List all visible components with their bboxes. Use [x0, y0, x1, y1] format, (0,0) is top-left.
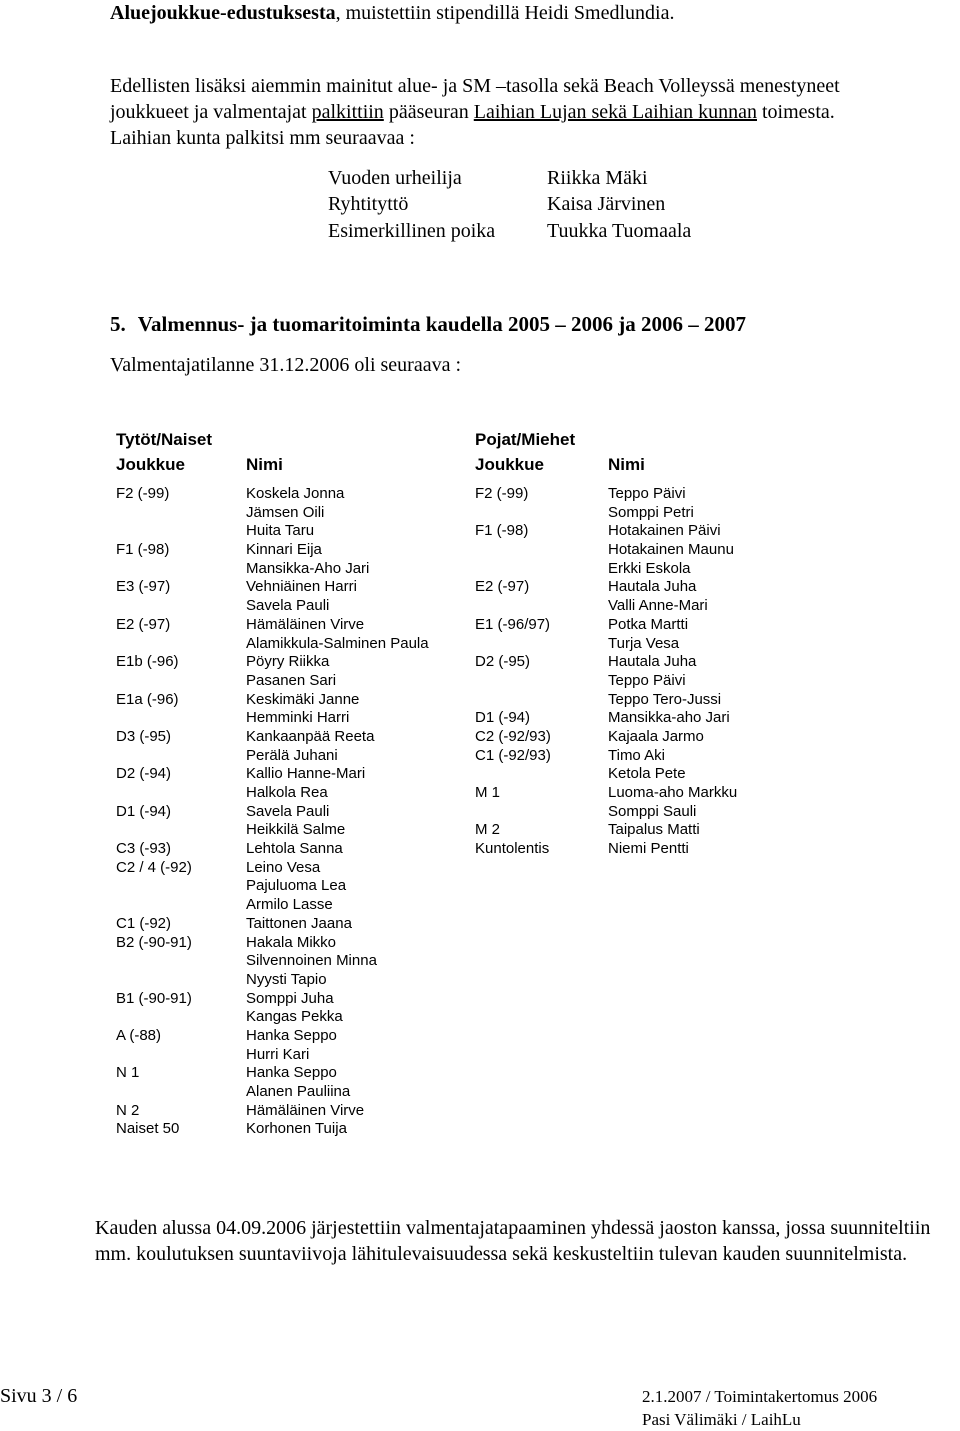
section-title: Valmennus- ja tuomaritoiminta kaudella 2005 – 2006 ja 2006 – 2007 — [137, 312, 747, 336]
footer-doc-info — [642, 1385, 877, 1431]
coach-name-cell: Kallio Hanne-Mari — [246, 765, 366, 783]
table-row — [116, 803, 466, 822]
team-cell: E3 (-97) — [116, 578, 171, 596]
award-label: Ryhtityttö — [328, 193, 409, 215]
boys-col-team: Joukkue — [475, 455, 544, 474]
table-row — [116, 672, 466, 691]
team-cell: E1b (-96) — [116, 653, 179, 671]
footer-paragraph: Kauden alussa 04.09.2006 järjestettiin valmentajatapaaminen yhdessä jaoston kanssa, jossa suunniteltiin mm. koulutuksen suuntaviivoja lähitulevaisuudessa sekä keskusteltiin tulevan kauden suunnitelmista. — [95, 1217, 931, 1265]
table-row — [116, 1102, 466, 1121]
girls-col-name: Nimi — [246, 455, 283, 474]
table-row — [475, 803, 775, 822]
coach-name-cell: Taittonen Jaana — [246, 914, 352, 932]
table-row — [116, 709, 466, 728]
table-row — [475, 485, 775, 504]
table-row — [116, 560, 466, 579]
coach-status-line: Valmentajatilanne 31.12.2006 oli seuraava : — [110, 354, 462, 376]
table-row — [116, 896, 466, 915]
coach-name-cell: Ketola Pete — [608, 765, 686, 783]
coach-name-cell: Turja Vesa — [608, 634, 680, 652]
table-row — [475, 784, 775, 803]
table-row — [116, 1064, 466, 1083]
table-row — [116, 653, 466, 672]
team-cell: F1 (-98) — [116, 541, 170, 559]
table-row — [475, 709, 775, 728]
coach-name-cell: Kinnari Eija — [246, 541, 322, 559]
table-row — [475, 653, 775, 672]
team-cell: F2 (-99) — [116, 485, 170, 502]
coach-name-cell: Kajaala Jarmo — [608, 727, 704, 745]
table-row — [475, 747, 775, 766]
coach-name-cell: Valli Anne-Mari — [608, 597, 708, 615]
para-line-2-mid: pääseuran — [383, 101, 474, 123]
coach-name-cell: Halkola Rea — [246, 784, 328, 801]
team-cell: C2 (-92/93) — [475, 727, 551, 745]
team-cell: E1a (-96) — [116, 690, 179, 708]
award-name: Kaisa Järvinen — [547, 193, 666, 215]
coach-name-cell: Erkki Eskola — [608, 559, 691, 577]
table-row — [116, 1083, 466, 1102]
table-row — [475, 765, 775, 784]
para-line-1: Edellisten lisäksi aiemmin mainitut alue- ja SM –tasolla sekä Beach Volleyssä menestyneet — [110, 75, 840, 97]
coach-name-cell: Hautala Juha — [608, 578, 697, 596]
coach-name-cell: Savela Pauli — [246, 802, 330, 820]
coach-name-cell: Hemminki Harri — [246, 709, 350, 727]
team-cell: D2 (-95) — [475, 653, 531, 671]
table-row — [475, 578, 775, 597]
table-row — [475, 840, 775, 859]
table-row — [116, 728, 466, 747]
team-cell: A (-88) — [116, 1026, 162, 1044]
footer-doc-title: 2.1.2007 / Toimintakertomus 2006 — [642, 1387, 878, 1406]
table-row — [116, 934, 466, 953]
coach-name-cell: Jämsen Oili — [246, 503, 325, 521]
table-row — [116, 578, 466, 597]
team-cell: Kuntolentis — [475, 840, 550, 858]
table-row — [116, 859, 466, 878]
team-cell: N 1 — [116, 1064, 140, 1082]
coach-name-cell: Hautala Juha — [608, 653, 697, 671]
coach-name-cell: Koskela Jonna — [246, 485, 345, 502]
coach-name-cell: Hanka Seppo — [246, 1064, 337, 1082]
coach-name-cell: Hämäläinen Virve — [246, 615, 365, 633]
coach-name-cell: Mansikka-aho Jari — [608, 709, 730, 727]
boys-coach-table — [475, 485, 775, 859]
coach-name-cell: Luoma-aho Markku — [608, 784, 738, 801]
para-line-3: Laihian kunta palkitsi mm seuraavaa : — [110, 127, 415, 149]
table-row — [116, 1046, 466, 1065]
para-line-2-post: toimesta. — [757, 101, 835, 123]
table-row — [116, 597, 466, 616]
coach-name-cell: Somppi Petri — [608, 503, 694, 521]
table-row — [116, 971, 466, 990]
para-line-2-pre: joukkueet ja valmentajat — [110, 101, 312, 123]
coach-name-cell: Pasanen Sari — [246, 671, 337, 689]
page-number: Sivu 3 / 6 — [0, 1385, 78, 1407]
coach-name-cell: Nyysti Tapio — [246, 970, 327, 988]
team-cell: B2 (-90-91) — [116, 933, 192, 951]
coach-name-cell: Armilo Lasse — [246, 896, 333, 914]
table-row — [116, 541, 466, 560]
table-row — [475, 635, 775, 654]
table-row — [116, 990, 466, 1009]
award-label: Vuoden urheilija — [328, 167, 462, 189]
coach-name-cell: Teppo Päivi — [608, 671, 686, 689]
team-cell: E2 (-97) — [116, 615, 171, 633]
coach-name-cell: Hanka Seppo — [246, 1026, 337, 1044]
table-row — [116, 691, 466, 710]
team-cell: C1 (-92/93) — [475, 746, 551, 764]
table-row — [475, 728, 775, 747]
coach-name-cell: Hotakainen Maunu — [608, 541, 734, 559]
coach-name-cell: Huita Taru — [246, 522, 315, 540]
award-label: Esimerkillinen poika — [328, 220, 496, 242]
team-cell: D1 (-94) — [475, 709, 531, 727]
coach-name-cell: Lehtola Sanna — [246, 840, 343, 858]
coach-name-cell: Taipalus Matti — [608, 821, 700, 839]
team-cell: D1 (-94) — [116, 802, 172, 820]
top-line — [110, 0, 674, 26]
table-row — [116, 765, 466, 784]
coach-name-cell: Timo Aki — [608, 746, 665, 764]
table-row — [475, 616, 775, 635]
footer-author: Pasi Välimäki / LaihLu — [642, 1410, 801, 1429]
table-row — [475, 522, 775, 541]
table-row — [116, 522, 466, 541]
para-line-2 — [110, 99, 950, 125]
para-line-2-underline-1: palkittiin — [311, 101, 384, 123]
award-name: Riikka Mäki — [547, 167, 648, 189]
coach-name-cell: Kangas Pekka — [246, 1008, 343, 1026]
table-row — [116, 877, 466, 896]
section-heading — [110, 312, 746, 337]
coach-name-cell: Hurri Kari — [246, 1045, 310, 1063]
coach-name-cell: Teppo Tero-Jussi — [608, 690, 722, 708]
table-row — [116, 1008, 466, 1027]
team-cell: Naiset 50 — [116, 1120, 180, 1138]
table-row — [116, 616, 466, 635]
team-cell: E1 (-96/97) — [475, 615, 551, 633]
table-row — [116, 1027, 466, 1046]
top-line-rest: , muistettiin stipendillä Heidi Smedlundia. — [335, 2, 675, 24]
award-name: Tuukka Tuomaala — [547, 220, 692, 242]
team-cell: M 2 — [475, 821, 501, 839]
team-cell: D3 (-95) — [116, 727, 172, 745]
coach-name-cell: Teppo Päivi — [608, 485, 686, 502]
team-cell: C3 (-93) — [116, 840, 172, 858]
team-cell: E2 (-97) — [475, 578, 530, 596]
coach-name-cell: Hakala Mikko — [246, 933, 337, 951]
coach-name-cell: Korhonen Tuija — [246, 1120, 347, 1138]
team-cell: F1 (-98) — [475, 522, 529, 540]
table-row — [475, 560, 775, 579]
coach-name-cell: Keskimäki Janne — [246, 690, 360, 708]
table-row — [116, 915, 466, 934]
boys-title: Pojat/Miehet — [475, 430, 576, 449]
coach-name-cell: Hotakainen Päivi — [608, 522, 721, 540]
coach-name-cell: Vehniäinen Harri — [246, 578, 357, 596]
table-row — [475, 821, 775, 840]
table-row — [116, 747, 466, 766]
team-cell: B1 (-90-91) — [116, 989, 192, 1007]
table-row — [116, 504, 466, 523]
team-cell: D2 (-94) — [116, 765, 172, 783]
paragraph-awards-intro — [110, 73, 950, 151]
team-cell: N 2 — [116, 1101, 140, 1119]
coach-name-cell: Savela Pauli — [246, 597, 330, 615]
coach-name-cell: Heikkilä Salme — [246, 821, 346, 839]
coach-name-cell: Alanen Pauliina — [246, 1083, 351, 1100]
table-row — [116, 840, 466, 859]
coach-name-cell: Niemi Pentti — [608, 840, 689, 858]
coach-name-cell: Pajuluoma Lea — [246, 877, 347, 895]
coach-name-cell: Hämäläinen Virve — [246, 1101, 365, 1119]
para-line-2-underline-2: Laihian Lujan sekä Laihian kunnan — [473, 101, 757, 123]
team-cell: C2 / 4 (-92) — [116, 858, 192, 876]
table-row — [475, 691, 775, 710]
girls-title: Tytöt/Naiset — [116, 430, 213, 449]
coach-name-cell: Alamikkula-Salminen Paula — [246, 634, 429, 652]
table-row — [116, 485, 466, 504]
team-cell: M 1 — [475, 784, 501, 801]
table-row — [116, 952, 466, 971]
coach-name-cell: Perälä Juhani — [246, 746, 338, 764]
coach-name-cell: Mansikka-Aho Jari — [246, 559, 370, 577]
table-row — [475, 541, 775, 560]
coach-name-cell: Kankaanpää Reeta — [246, 727, 375, 745]
table-row — [475, 672, 775, 691]
boys-col-name: Nimi — [608, 455, 645, 474]
section-number: 5. — [110, 312, 126, 336]
table-row — [116, 784, 466, 803]
table-row — [475, 504, 775, 523]
coach-name-cell: Somppi Sauli — [608, 802, 697, 820]
top-line-bold: Aluejoukkue-edustuksesta — [110, 2, 336, 24]
girls-coach-table — [116, 485, 466, 1139]
table-row — [116, 635, 466, 654]
team-cell: C1 (-92) — [116, 914, 172, 932]
table-row — [116, 821, 466, 840]
coach-name-cell: Potka Martti — [608, 615, 689, 633]
coach-name-cell: Silvennoinen Minna — [246, 952, 377, 970]
coach-name-cell: Pöyry Riikka — [246, 653, 330, 671]
girls-col-team: Joukkue — [116, 455, 185, 474]
table-row — [475, 597, 775, 616]
coach-name-cell: Leino Vesa — [246, 858, 321, 876]
coach-name-cell: Somppi Juha — [246, 989, 334, 1007]
team-cell: F2 (-99) — [475, 485, 529, 502]
table-row — [116, 1120, 466, 1139]
